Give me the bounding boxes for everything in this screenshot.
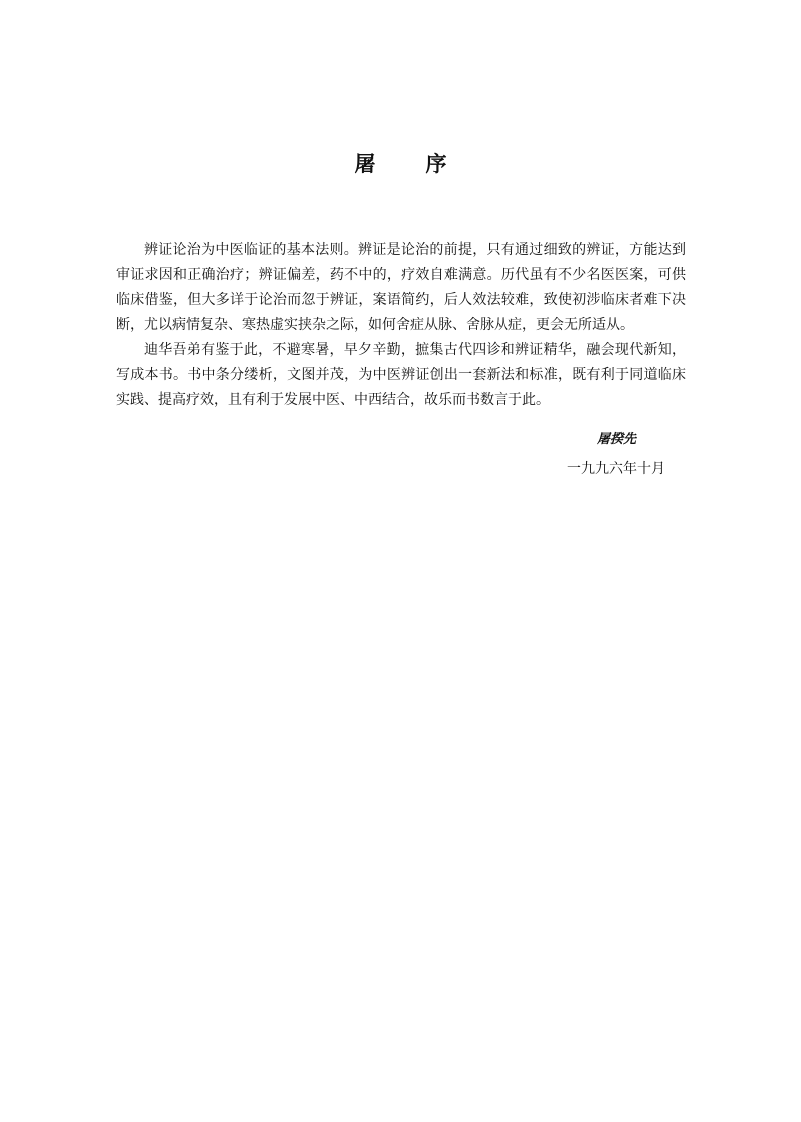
- signature-name: 屠揆先: [597, 432, 637, 447]
- signature-date: 一九九六年十月: [567, 461, 665, 477]
- page-title: [0, 148, 801, 178]
- preface-body: [116, 238, 686, 413]
- title-char-1: 屠: [354, 152, 376, 176]
- paragraph-2: 迪华吾弟有鉴于此，不避寒暑，早夕辛勤，摭集古代四诊和辨证精华，融会现代新知，写成本书。书中条分缕析，文图并茂，为中医辨证创出一套新法和标准，既有利于同道临床实践、提高疗效，且有利于发展中医、中西结合，故乐而书数言于此。: [116, 342, 686, 408]
- title-char-2: 序: [425, 152, 447, 176]
- paragraph-1: 辨证论治为中医临证的基本法则。辨证是论治的前提，只有通过细致的辨证，方能达到审证求因和正确治疗；辨证偏差，药不中的，疗效自难满意。历代虽有不少名医医案，可供临床借鉴，但大多详于论治而忽于辨证，案语简约，后人效法较难，致使初涉临床者难下决断，尤以病情复杂、寒热虚实挟杂之际，如何舍症从脉、舍脉从症，更会无所适从。: [116, 242, 686, 333]
